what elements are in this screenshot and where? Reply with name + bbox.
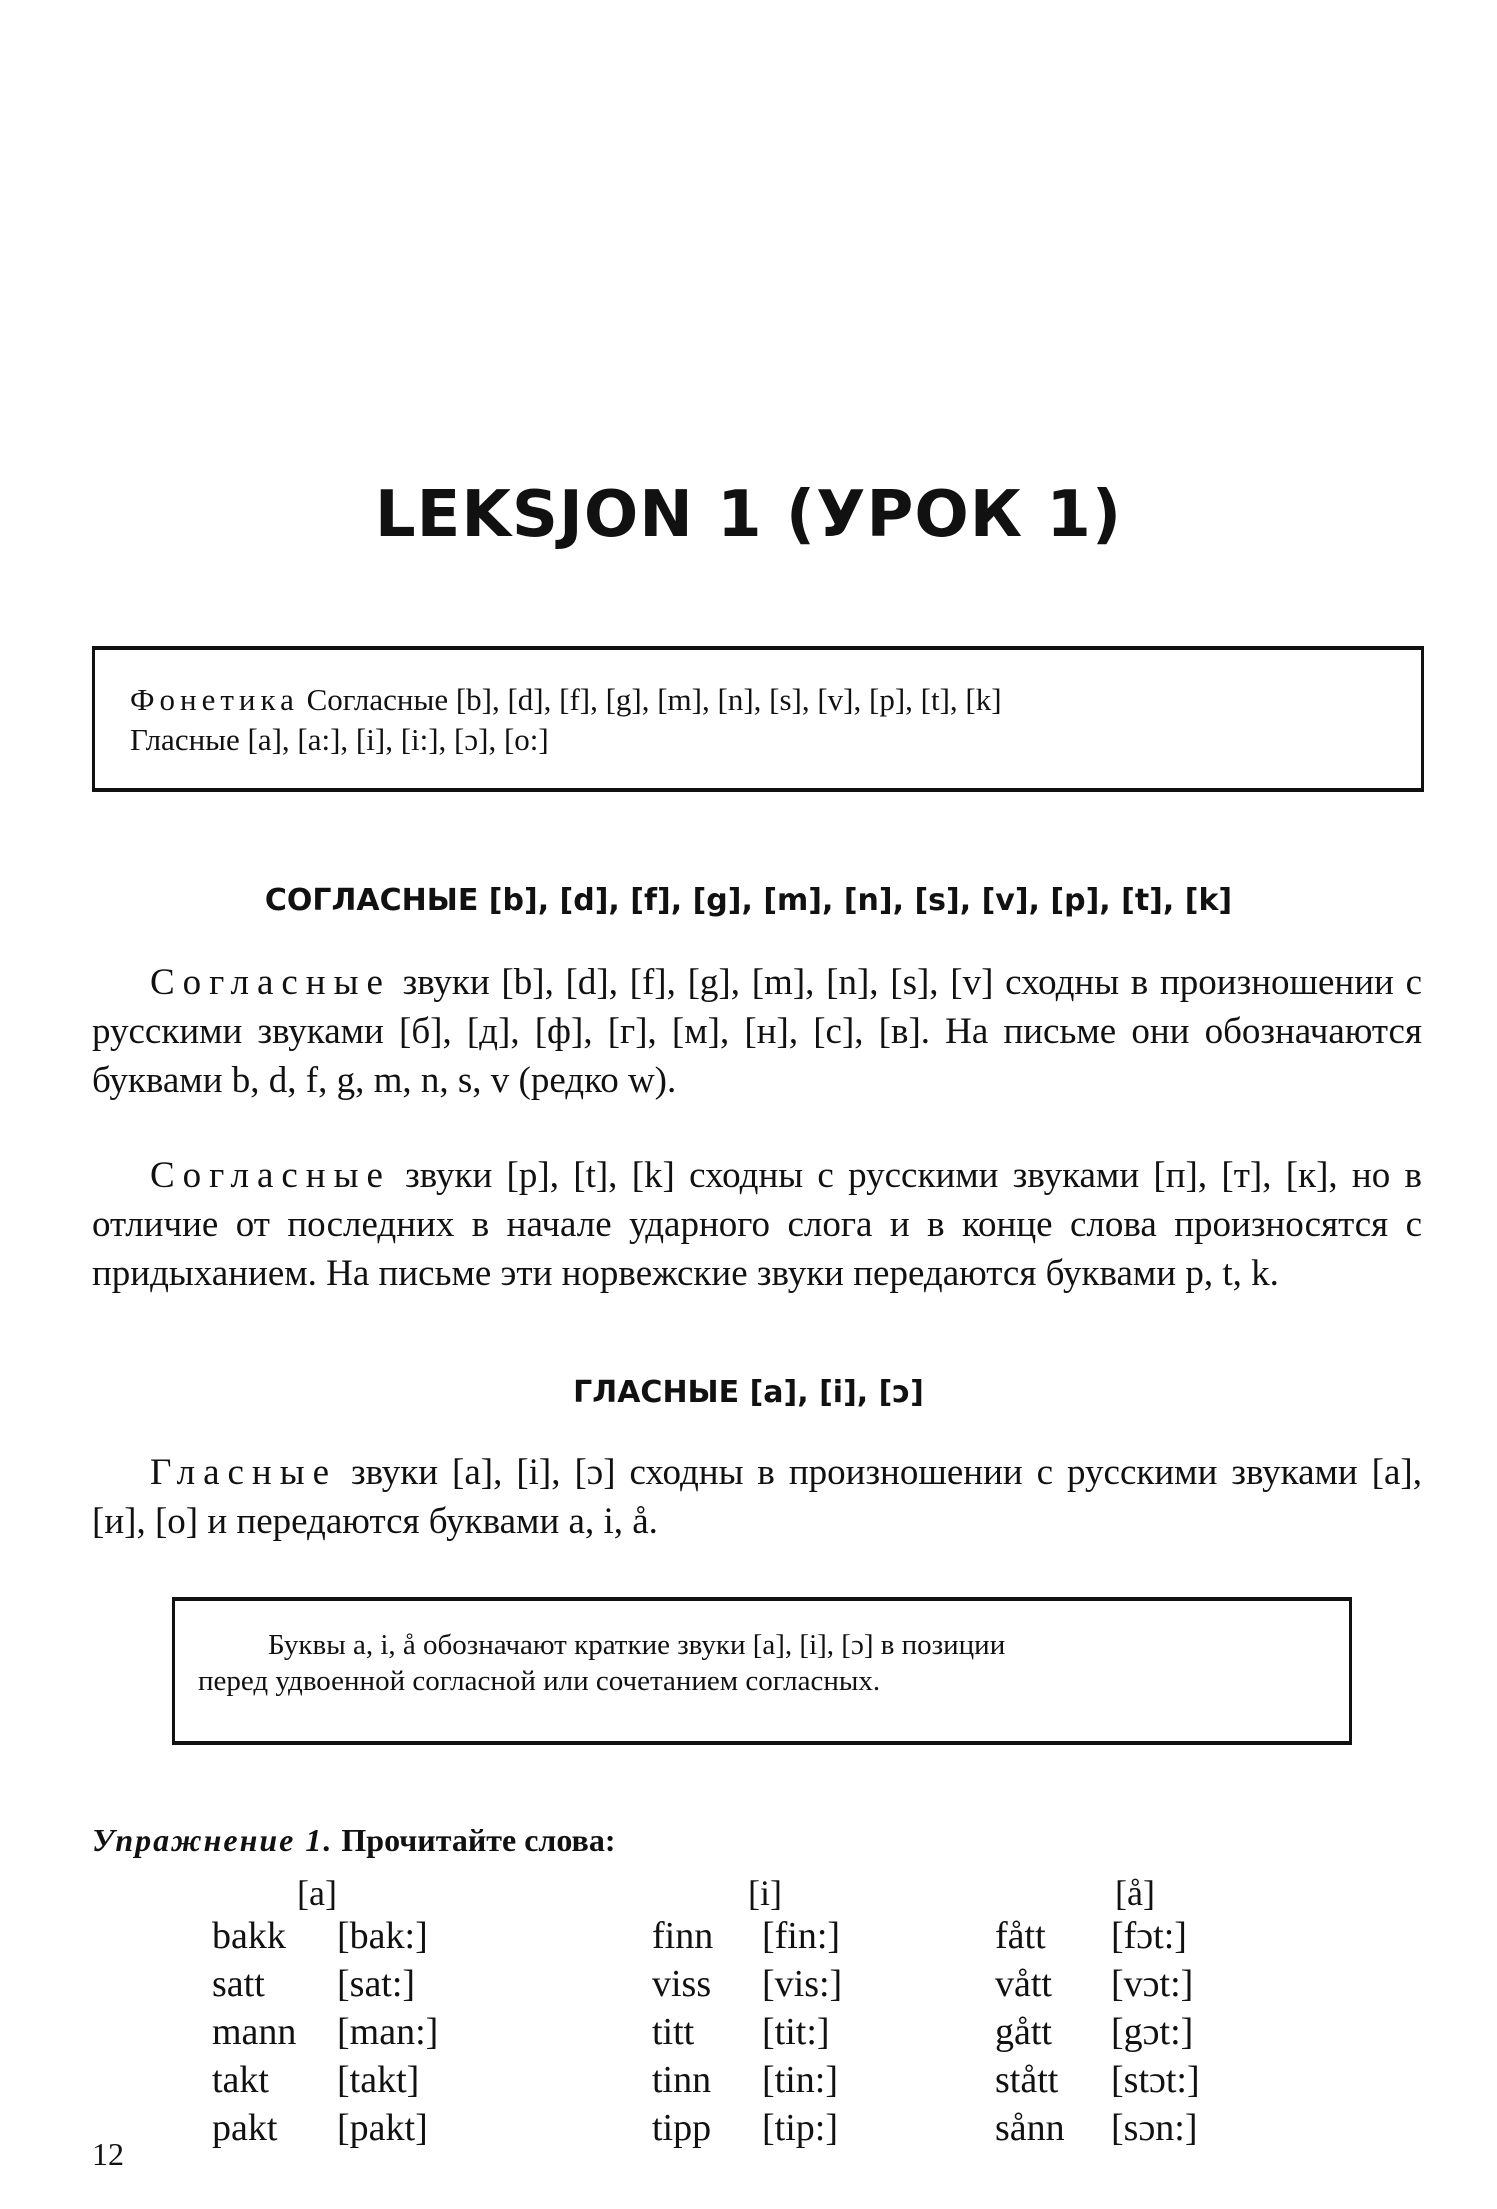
list-item: tinn [tin:]: [652, 2059, 838, 2101]
column-header-i: [i]: [748, 1873, 782, 1913]
column-header-aa: [å]: [1115, 1873, 1155, 1913]
list-item: tipp [tip:]: [652, 2107, 838, 2149]
summary-line-1: [130, 682, 1002, 718]
summary-box: [92, 646, 1424, 792]
list-item: gått [gɔt:]: [995, 2011, 1194, 2053]
word-list-aa: [995, 1912, 1200, 2152]
page-number: 12: [92, 2136, 124, 2172]
rule-line-1: Буквы a, i, å обозначают краткие звуки [a], [i], [ɔ] в позиции: [268, 1629, 1006, 1661]
vowels-paragraph: [92, 1448, 1422, 1546]
paragraph-body: звуки [p], [t], [k] сходны с русскими звуками [п], [т], [к], но в отличие от последних в начале ударного слога и в конце слова произносятся с придыханием. На письме эти норвежские звуки передаются буквами p, t, k.: [92, 1155, 1422, 1294]
summary-label: Фонетика: [130, 682, 299, 717]
list-item: stått [stɔt:]: [995, 2059, 1200, 2101]
list-item: viss [vis:]: [652, 1963, 843, 2005]
rule-text: [198, 1627, 1328, 1699]
exercise-number: Упражнение 1.: [92, 1822, 334, 1858]
word-list-a: [212, 1912, 438, 2152]
exercise-label: [92, 1822, 615, 1859]
paragraph-lead: Согласные: [150, 962, 391, 1003]
list-item: mann [man:]: [212, 2011, 439, 2053]
list-item: takt [takt]: [212, 2059, 420, 2101]
list-item: satt [sat:]: [212, 1963, 416, 2005]
list-item: vått [vɔt:]: [995, 1963, 1194, 2005]
column-header-a: [a]: [297, 1873, 337, 1913]
word-list-i: [652, 1912, 842, 2152]
list-item: finn [fin:]: [652, 1915, 841, 1957]
paragraph-body: звуки [a], [i], [ɔ] сходны в произношении с русскими звуками [а], [и], [о] и передаются буквами a, i, å.: [92, 1452, 1422, 1542]
rule-line-2: перед удвоенной согласной или сочетанием согласных.: [198, 1665, 881, 1697]
vowels-heading: ГЛАСНЫЕ [a], [i], [ɔ]: [573, 1375, 924, 1410]
list-item: bakk [bak:]: [212, 1915, 428, 1957]
summary-line-2: Гласные [a], [a:], [i], [i:], [ɔ], [o:]: [130, 722, 549, 757]
paragraph-lead: Гласные: [150, 1452, 337, 1493]
paragraph-lead: Согласные: [150, 1155, 391, 1196]
paragraph-body: звуки [b], [d], [f], [g], [m], [n], [s], [v] сходны в произношении с русскими звуками [б], [д], [ф], [г], [м], [н], [с], [в]. На письме они обозначаются буквами b, d, f, g, m, n, s, v (редко w).: [92, 962, 1422, 1101]
list-item: pakt [pakt]: [212, 2107, 428, 2149]
consonants-heading: СОГЛАСНЫЕ [b], [d], [f], [g], [m], [n], [s], [v], [p], [t], [k]: [264, 883, 1233, 918]
lesson-title: LEKSJON 1 (УРОК 1): [374, 478, 1123, 552]
exercise-instruction: Прочитайте слова:: [341, 1822, 616, 1858]
list-item: fått [fɔt:]: [995, 1915, 1187, 1957]
summary-consonants: Согласные [b], [d], [f], [g], [m], [n], [s], [v], [p], [t], [k]: [306, 682, 1002, 717]
consonants-paragraph-2: [92, 1151, 1422, 1298]
list-item: titt [tit:]: [652, 2011, 830, 2053]
list-item: sånn [sɔn:]: [995, 2107, 1198, 2149]
consonants-paragraph-1: [92, 958, 1422, 1105]
